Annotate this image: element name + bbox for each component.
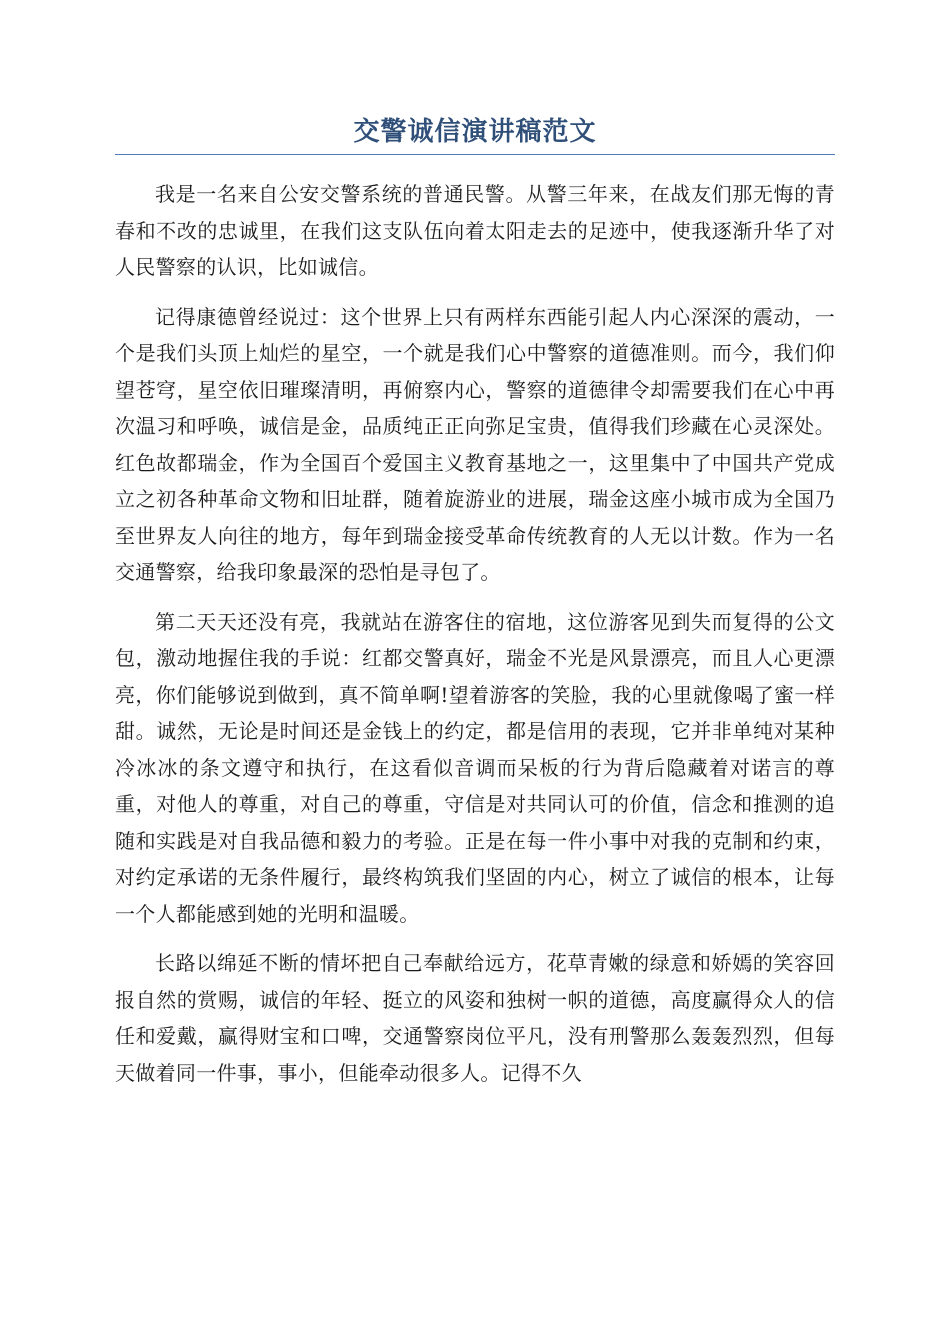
- paragraph-1: 我是一名来自公安交警系统的普通民警。从警三年来，在战友们那无悔的青春和不改的忠诚里，在我们这支队伍向着太阳走去的足迹中，使我逐渐升华了对人民警察的认识，比如诚信。: [115, 182, 835, 279]
- paragraph-2: 记得康德曾经说过：这个世界上只有两样东西能引起人内心深深的震动，一个是我们头顶上灿烂的星空，一个就是我们心中警察的道德准则。而今，我们仰望苍穹，星空依旧璀璨清明，再俯察内心，警察的道德律令却需要我们在心中再次温习和呼唤，诚信是金，品质纯正正向弥足宝贵，值得我们珍藏在心灵深处。红色故都瑞金，作为全国百个爱国主义教育基地之一，这里集中了中国共产党成立之初各种革命文物和旧址群，随着旋游业的进展，瑞金这座小城市成为全国乃至世界友人向往的地方，每年到瑞金接受革命传统教育的人无以计数。作为一名交通警察，给我印象最深的恐怕是寻包了。: [115, 304, 835, 584]
- paragraph-3: 第二天天还没有亮，我就站在游客住的宿地，这位游客见到失而复得的公文包，激动地握住我的手说：红都交警真好，瑞金不光是风景漂亮，而且人心更漂亮，你们能够说到做到，真不简单啊!望着游客的笑脸，我的心里就像喝了蜜一样甜。诚然，无论是时间还是金钱上的约定，都是信用的表现，它并非单纯对某种冷冰冰的条文遵守和执行，在这看似音调而呆板的行为背后隐藏着对诺言的尊重，对他人的尊重，对自己的尊重，守信是对共同认可的价值，信念和推测的追随和实践是对自我品德和毅力的考验。正是在每一件小事中对我的克制和约束，对约定承诺的无条件履行，最终构筑我们坚固的内心，树立了诚信的根本，让每一个人都能感到她的光明和温暖。: [115, 609, 835, 926]
- paragraph-4: 长路以绵延不断的情坏把自己奉献给远方，花草青嫩的绿意和娇嫣的笑容回报自然的赏赐，诚信的年轻、挺立的风姿和独树一帜的道德，高度赢得众人的信任和爱戴，赢得财宝和口啤，交通警察岗位平凡，没有刑警那么轰轰烈烈，但每天做着同一件事，事小，但能牵动很多人。记得不久: [115, 951, 835, 1085]
- title-underline: [115, 154, 835, 155]
- document-title: 交警诚信演讲稿范文: [353, 117, 597, 147]
- document-page: [115, 112, 835, 1104]
